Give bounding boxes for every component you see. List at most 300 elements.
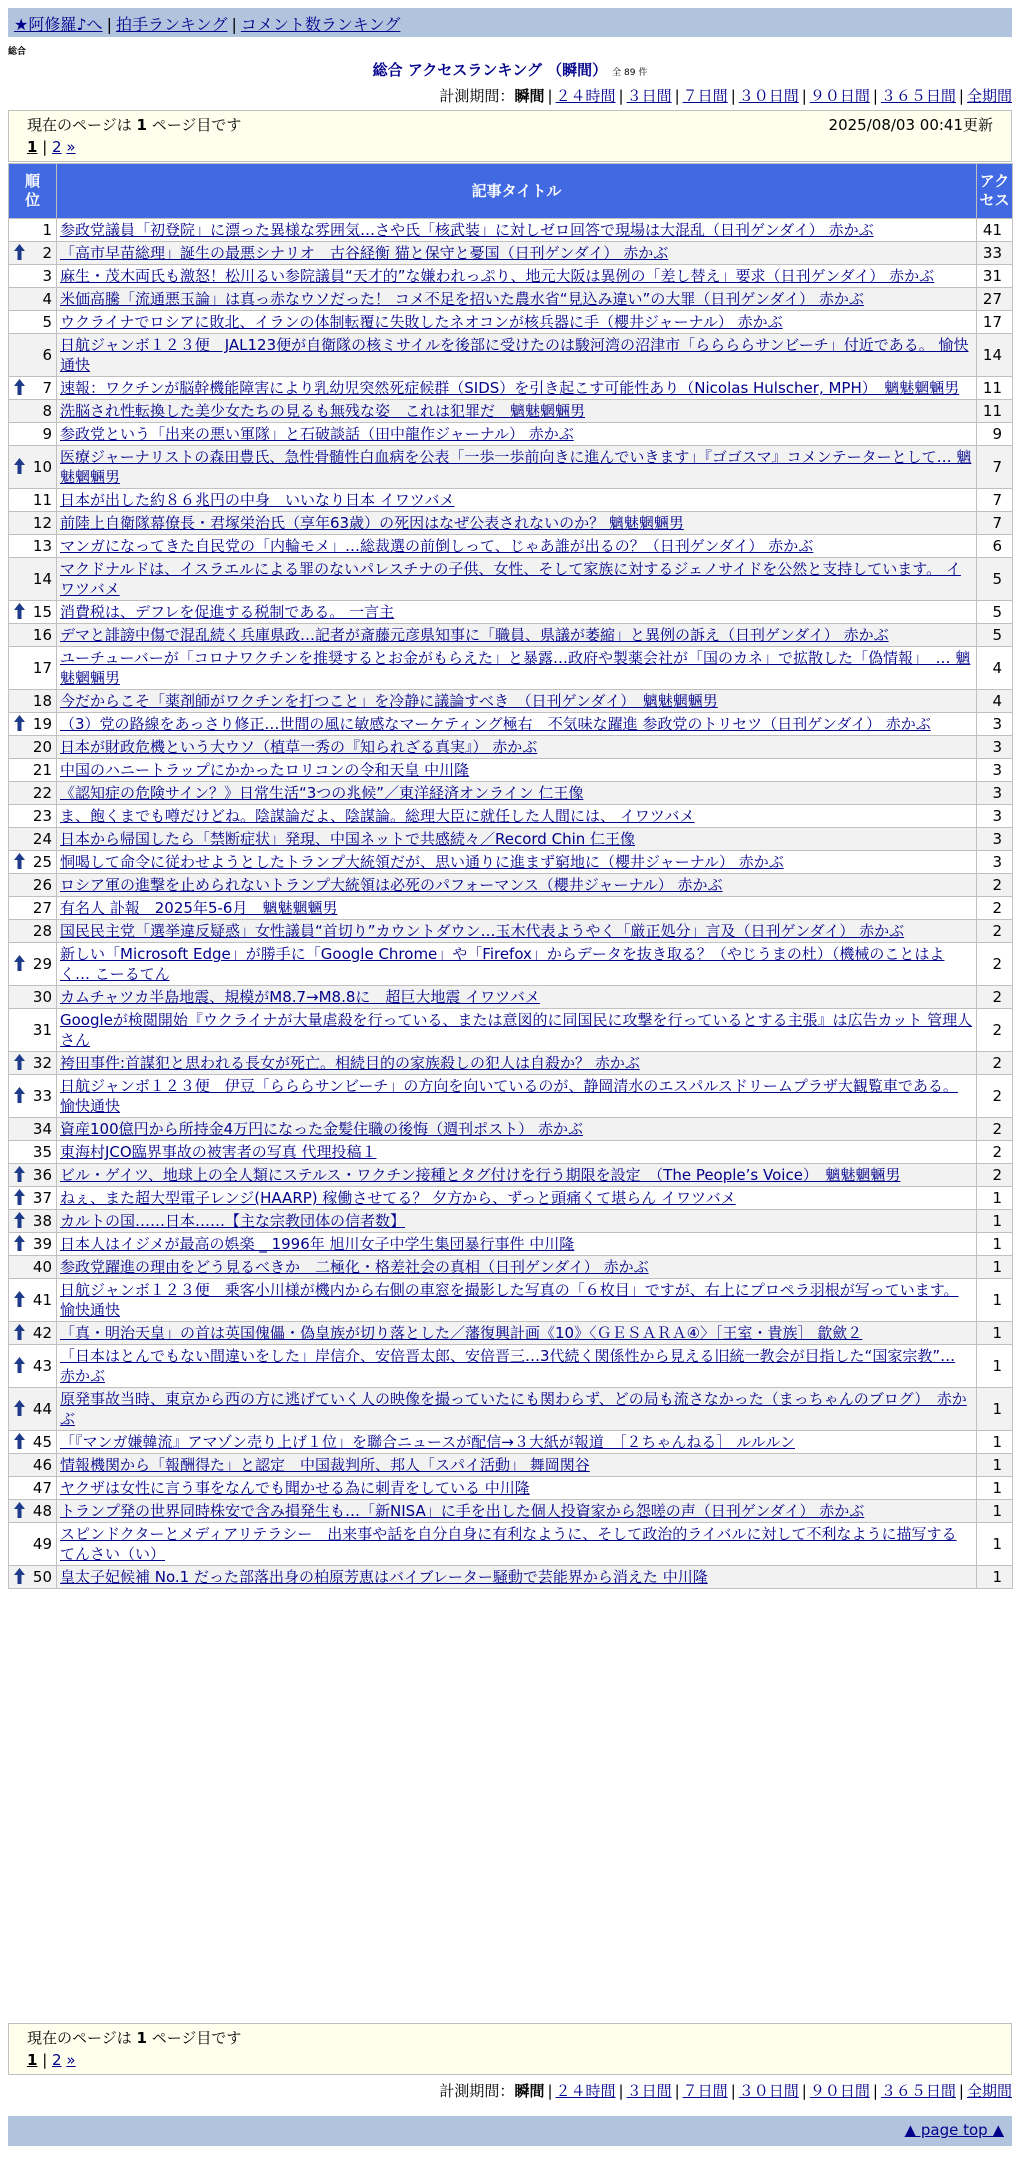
table-row xyxy=(9,1118,1013,1141)
rank-cell xyxy=(9,1210,57,1233)
bottom-period-link-0[interactable]: ２４時間 xyxy=(555,2082,616,2100)
access-count: 11 xyxy=(977,377,1013,400)
rank-number: 5 xyxy=(42,313,52,331)
period-separator: | xyxy=(674,87,680,105)
period-separator: | xyxy=(674,2082,680,2100)
period-separator: | xyxy=(872,87,878,105)
article-title-link[interactable]: 医療ジャーナリストの森田豊氏、急性骨髄性白血病を公表「一歩一歩前向きに進んでいきます」『ゴゴスマ』コメンテーターとして… 魑魅魍魎男 xyxy=(60,448,972,486)
access-count: 2 xyxy=(977,986,1013,1009)
table-row xyxy=(9,535,1013,558)
article-title-link[interactable]: 今だからこそ「薬剤師がワクチンを打つこと」を冷静に議論すべき （日刊ゲンダイ） 魑魅魍魎男 xyxy=(60,692,718,710)
table-row xyxy=(9,446,1013,489)
title-cell xyxy=(57,1523,977,1566)
top-period-link-1[interactable]: ３日間 xyxy=(626,87,672,105)
title-cell xyxy=(57,1322,977,1345)
rank-number: 29 xyxy=(32,955,52,973)
top-period-link-5[interactable]: ３６５日間 xyxy=(880,87,956,105)
table-row xyxy=(9,1256,1013,1279)
period-separator: | xyxy=(618,2082,624,2100)
rank-cell xyxy=(9,400,57,423)
table-row xyxy=(9,690,1013,713)
access-count: 1 xyxy=(977,1388,1013,1431)
article-title-link[interactable]: 資産100億円から所持金4万円になった金髪住職の後悔（週刊ポスト） 赤かぶ xyxy=(60,1120,583,1138)
article-title-link[interactable]: 洗脳され性転換した美少女たちの見るも無残な姿 これは犯罪だ 魑魅魍魎男 xyxy=(60,402,586,420)
table-row xyxy=(9,1477,1013,1500)
rank-cell xyxy=(9,377,57,400)
rank-number: 11 xyxy=(32,491,52,509)
title-cell xyxy=(57,311,977,334)
page-status-number: 1 xyxy=(136,2029,147,2047)
home-link[interactable]: ★阿修羅♪へ xyxy=(14,15,103,34)
table-row xyxy=(9,920,1013,943)
rank-cell xyxy=(9,489,57,512)
table-row xyxy=(9,400,1013,423)
access-count: 4 xyxy=(977,690,1013,713)
article-title-link[interactable]: 《認知症の危険サイン？》日常生活“3つの兆候”／東洋経済オンライン 仁王像 xyxy=(60,784,584,802)
rank-cell xyxy=(9,624,57,647)
bottom-period-link-5[interactable]: ３６５日間 xyxy=(880,2082,956,2100)
bottom-page-current: 1 xyxy=(27,2051,38,2069)
rank-number: 18 xyxy=(32,692,52,710)
rank-cell xyxy=(9,736,57,759)
rank-number: 4 xyxy=(42,290,52,308)
period-separator: | xyxy=(958,87,964,105)
rank-number: 20 xyxy=(32,738,52,756)
top-page-link-2[interactable]: 2 xyxy=(52,138,62,156)
rank-number: 50 xyxy=(32,1568,52,1586)
title-cell xyxy=(57,1052,977,1075)
rank-number: 49 xyxy=(32,1535,52,1553)
rank-cell xyxy=(9,1566,57,1589)
top-period-current: 瞬間 xyxy=(514,87,545,105)
ranking-title: 総合 アクセスランキング （瞬間） xyxy=(372,61,608,79)
rank-cell xyxy=(9,1345,57,1388)
article-title-link[interactable]: デマと誹謗中傷で混乱続く兵庫県政…記者が斎藤元彦県知事に「職員、県議が萎縮」と異例の訴え（日刊ゲンダイ） 赤かぶ xyxy=(60,626,889,644)
rank-number: 44 xyxy=(32,1400,52,1418)
count-column-header: アクセス xyxy=(977,164,1013,219)
article-title-link[interactable]: 袴田事件:首謀犯と思われる長女が死亡。相続目的の家族殺しの犯人は自殺か？ 赤かぶ xyxy=(60,1054,640,1072)
top-nav-bar xyxy=(8,8,1012,37)
rank-cell xyxy=(9,1009,57,1052)
top-period-link-0[interactable]: ２４時間 xyxy=(555,87,616,105)
rank-cell xyxy=(9,1141,57,1164)
article-title-link[interactable]: 日本人はイジメが最高の娯楽 _ 1996年 旭川女子中学生集団暴行事件 中川隆 xyxy=(60,1235,575,1253)
period-separator: | xyxy=(547,2082,553,2100)
bottom-period-link-3[interactable]: ３０日間 xyxy=(738,2082,799,2100)
rank-cell xyxy=(9,782,57,805)
period-separator: | xyxy=(872,2082,878,2100)
rank-cell xyxy=(9,219,57,242)
rank-number: 45 xyxy=(32,1433,52,1451)
rank-up-arrow-icon xyxy=(14,1212,25,1228)
access-count: 5 xyxy=(977,624,1013,647)
table-row xyxy=(9,624,1013,647)
rank-number: 22 xyxy=(32,784,52,802)
title-cell xyxy=(57,647,977,690)
title-cell xyxy=(57,759,977,782)
article-title-link[interactable]: 新しい「Microsoft Edge」が勝手に「Google Chrome」や「Firefox」からデータを抜き取る？（やじうまの杜）（機械のことはよく… こーるてん xyxy=(60,945,945,983)
rank-number: 6 xyxy=(42,346,52,364)
access-count: 7 xyxy=(977,446,1013,489)
table-row xyxy=(9,1164,1013,1187)
article-title-link[interactable]: ウクライナでロシアに敗北、イランの体制転覆に失敗したネオコンが核兵器に手（櫻井ジャーナル） 赤かぶ xyxy=(60,313,783,331)
title-cell xyxy=(57,1187,977,1210)
table-row xyxy=(9,828,1013,851)
total-count: 全 89 件 xyxy=(612,68,648,78)
rank-number: 41 xyxy=(32,1291,52,1309)
rank-number: 16 xyxy=(32,626,52,644)
access-count: 7 xyxy=(977,489,1013,512)
article-title-link[interactable]: 日航ジャンボ１２３便 JAL123便が自衛隊の核ミサイルを後部に受けたのは駿河湾の沼津市「ららららサンビーチ」付近である。 愉快通快 xyxy=(60,336,969,374)
article-title-link[interactable]: 恫喝して命令に従わせようとしたトランプ大統領だが、思い通りに進まず窮地に（櫻井ジャーナル） 赤かぶ xyxy=(60,853,784,871)
table-row xyxy=(9,943,1013,986)
table-row xyxy=(9,377,1013,400)
rank-number: 1 xyxy=(42,221,52,239)
table-row xyxy=(9,1454,1013,1477)
article-title-link[interactable]: 速報：ワクチンが脳幹機能障害により乳幼児突然死症候群（SIDS）を引き起こす可能性あり（Nicolas Hulscher, MPH） 魑魅魍魎男 xyxy=(60,379,960,397)
article-title-link[interactable]: 日本が財政危機という大ウソ（植草一秀の『知られざる真実』） 赤かぶ xyxy=(60,738,538,756)
period-separator: | xyxy=(618,87,624,105)
table-row xyxy=(9,242,1013,265)
title-cell xyxy=(57,1279,977,1322)
title-cell xyxy=(57,558,977,601)
article-title-link[interactable]: 米価高騰「流通悪玉論」は真っ赤なウソだった！ コメ不足を招いた農水省“見込み違い”の大罪（日刊ゲンダイ） 赤かぶ xyxy=(60,290,864,308)
title-cell xyxy=(57,986,977,1009)
access-count: 1 xyxy=(977,1322,1013,1345)
article-title-link[interactable]: ユーチューバーが「コロナワクチンを推奨するとお金がもらえた」と暴露…政府や製薬会社が「国のカネ」で拡散した「偽情報」 … 魑魅魍魎男 xyxy=(60,649,971,687)
title-cell xyxy=(57,400,977,423)
access-count: 1 xyxy=(977,1233,1013,1256)
access-count: 17 xyxy=(977,311,1013,334)
bottom-period-current: 瞬間 xyxy=(514,2082,545,2100)
top-page-status xyxy=(27,115,241,135)
rank-cell xyxy=(9,1322,57,1345)
pager-top xyxy=(8,110,1012,162)
article-title-link[interactable]: ビル・ゲイツ、地球上の全人類にステルス・ワクチン接種とタグ付けを行う期限を設定 （The People’s Voice） 魑魅魍魎男 xyxy=(60,1166,901,1184)
table-header-row xyxy=(9,164,1013,219)
article-title-link[interactable]: ヤクザは女性に言う事をなんでも聞かせる為に刺青をしている 中川隆 xyxy=(60,1479,530,1497)
rank-cell xyxy=(9,897,57,920)
rank-up-arrow-icon xyxy=(14,853,25,869)
page-top-link[interactable]: ▲ page top ▲ xyxy=(904,2121,1004,2139)
rank-up-arrow-icon xyxy=(14,379,25,395)
article-title-link[interactable]: マクドナルドは、イスラエルによる罪のないパレスチナの子供、女性、そして家族に対するジェノサイドを公然と支持しています。 イワツバメ xyxy=(60,560,961,598)
title-cell xyxy=(57,1141,977,1164)
footer-bar xyxy=(8,2116,1012,2146)
bottom-pager-status-row xyxy=(27,2028,993,2048)
period-separator: | xyxy=(730,2082,736,2100)
table-row xyxy=(9,1187,1013,1210)
access-count: 2 xyxy=(977,1052,1013,1075)
rank-cell xyxy=(9,1187,57,1210)
rank-number: 40 xyxy=(32,1258,52,1276)
article-title-link[interactable]: 麻生・茂木両氏も激怒！松川るい参院議員“天才的”な嫌われっぷり、地元大阪は異例の「差し替え」要求（日刊ゲンダイ） 赤かぶ xyxy=(60,267,935,285)
title-cell xyxy=(57,713,977,736)
page-status-number: 1 xyxy=(136,116,147,134)
rank-cell xyxy=(9,1523,57,1566)
article-title-link[interactable]: カムチャツカ半島地震、規模がM8.7→M8.8に 超巨大地震 イワツバメ xyxy=(60,988,540,1006)
updated-timestamp: 2025/08/03 00:41更新 xyxy=(828,116,993,134)
rank-number: 17 xyxy=(32,659,52,677)
table-row xyxy=(9,1523,1013,1566)
rank-number: 10 xyxy=(32,458,52,476)
access-count: 2 xyxy=(977,1164,1013,1187)
rank-cell xyxy=(9,265,57,288)
article-title-link[interactable]: 原発事故当時、東京から西の方に逃げていく人の映像を撮っていたにも関わらず、どの局も流さなかった（まっちゃんのブログ） 赤かぶ xyxy=(60,1390,967,1428)
article-title-link[interactable]: 日航ジャンボ１２３便 乗客小川様が機内から右側の車窓を撮影した写真の「６枚目」ですが、右上にプロペラ羽根が写っています。 愉快通快 xyxy=(60,1281,959,1319)
article-title-link[interactable]: 国民民主党「選挙違反疑惑」女性議員“首切り”カウントダウン…玉木代表ようやく「厳正処分」言及（日刊ゲンダイ） 赤かぶ xyxy=(60,922,905,940)
table-row xyxy=(9,1566,1013,1589)
rank-cell xyxy=(9,1118,57,1141)
category-label: 総合 xyxy=(8,47,27,57)
rank-cell xyxy=(9,851,57,874)
nav-separator: | xyxy=(231,15,237,34)
article-title-link[interactable]: 日航ジャンボ１２３便 伊豆「らららサンビーチ」の方向を向いているのが、静岡清水のエスパルスドリームプラザ大観覧車である。 愉快通快 xyxy=(60,1077,958,1115)
comment-ranking-link[interactable]: コメント数ランキング xyxy=(240,15,401,34)
table-row xyxy=(9,489,1013,512)
access-count: 11 xyxy=(977,400,1013,423)
rank-up-arrow-icon xyxy=(14,1087,25,1103)
page-separator: | xyxy=(37,2051,53,2069)
ranking-table xyxy=(8,163,1013,1589)
article-title-link[interactable]: スピンドクターとメディアリテラシー 出来事や話を自分自身に有利なように、そして政治的ライバルに対して不利なように描写する てんさい（い） xyxy=(60,1525,957,1563)
access-count: 2 xyxy=(977,1009,1013,1052)
article-title-link[interactable]: 「『マンガ嫌韓流』アマゾン売り上げ１位」を聯合ニュースが配信→３大紙が報道 ［２ちゃんねる］ ルルルン xyxy=(60,1433,796,1451)
article-title-link[interactable]: ま、飽くまでも噂だけどね。陰謀論だよ、陰謀論。総理大臣に就任した人間には、 イワツバメ xyxy=(60,807,695,825)
rank-cell xyxy=(9,805,57,828)
top-period-link-6[interactable]: 全期間 xyxy=(966,87,1012,105)
nav-separator: | xyxy=(106,15,112,34)
article-title-link[interactable]: 参政党という「出来の悪い軍隊」と石破談話（田中龍作ジャーナル） 赤かぶ xyxy=(60,425,574,443)
access-count: 2 xyxy=(977,920,1013,943)
rank-cell xyxy=(9,920,57,943)
rank-cell xyxy=(9,713,57,736)
bottom-period-link-1[interactable]: ３日間 xyxy=(626,2082,672,2100)
table-row xyxy=(9,1233,1013,1256)
table-row xyxy=(9,1322,1013,1345)
table-row xyxy=(9,1431,1013,1454)
period-separator: | xyxy=(801,87,807,105)
access-count: 1 xyxy=(977,1256,1013,1279)
period-separator: | xyxy=(730,87,736,105)
rank-number: 46 xyxy=(32,1456,52,1474)
title-cell xyxy=(57,601,977,624)
rank-number: 2 xyxy=(42,244,52,262)
rank-number: 13 xyxy=(32,537,52,555)
article-title-link[interactable]: ねぇ、また超大型電子レンジ(HAARP) 稼働させてる？ 夕方から、ずっと頭痛くて堪らん イワツバメ xyxy=(60,1189,736,1207)
table-row xyxy=(9,736,1013,759)
title-cell xyxy=(57,377,977,400)
rank-cell xyxy=(9,690,57,713)
title-column-header: 記事タイトル xyxy=(57,164,977,219)
title-cell xyxy=(57,897,977,920)
table-row xyxy=(9,986,1013,1009)
page-status-suffix: ページ目です xyxy=(151,116,242,134)
title-cell xyxy=(57,1009,977,1052)
rank-up-arrow-icon xyxy=(14,1433,25,1449)
clap-ranking-link[interactable]: 拍手ランキング xyxy=(115,15,228,34)
title-cell xyxy=(57,782,977,805)
title-cell xyxy=(57,265,977,288)
access-count: 1 xyxy=(977,1523,1013,1566)
access-count: 3 xyxy=(977,851,1013,874)
table-row xyxy=(9,1210,1013,1233)
rank-cell xyxy=(9,1164,57,1187)
bottom-period-link-6[interactable]: 全期間 xyxy=(966,2082,1012,2100)
rank-number: 9 xyxy=(42,425,52,443)
article-title-link[interactable]: 「真・明治天皇」の首は英国傀儡・偽皇族が切り落とした／藩復興計画《10》〈ＧＥＳＡＲＡ④〉［王室・貴族］ 歙歛２ xyxy=(60,1324,863,1342)
rank-number: 30 xyxy=(32,988,52,1006)
access-count: 41 xyxy=(977,219,1013,242)
article-title-link[interactable]: 参政党議員「初登院」に漂った異様な雰囲気…さや氏「核武装」に対しゼロ回答で現場は大混乱（日刊ゲンダイ） 赤かぶ xyxy=(60,221,874,239)
title-cell xyxy=(57,1118,977,1141)
rank-up-arrow-icon xyxy=(14,1054,25,1070)
rank-number: 39 xyxy=(32,1235,52,1253)
rank-number: 31 xyxy=(32,1021,52,1039)
rank-up-arrow-icon xyxy=(14,1357,25,1373)
access-count: 2 xyxy=(977,1075,1013,1118)
article-title-link[interactable]: 「日本はとんでもない間違いをした」岸信介、安倍晋太郎、安倍晋三…3代続く関係性から見える旧統一教会が目指した“国家宗教”… 赤かぶ xyxy=(60,1347,956,1385)
top-period-link-3[interactable]: ３０日間 xyxy=(738,87,799,105)
rank-up-arrow-icon xyxy=(14,1400,25,1416)
table-row xyxy=(9,851,1013,874)
table-row xyxy=(9,897,1013,920)
rank-up-arrow-icon xyxy=(14,1568,25,1584)
table-row xyxy=(9,1500,1013,1523)
title-cell xyxy=(57,1454,977,1477)
article-title-link[interactable]: 有名人 訃報 2025年5-6月 魑魅魍魎男 xyxy=(60,899,338,917)
table-row xyxy=(9,782,1013,805)
access-count: 3 xyxy=(977,759,1013,782)
access-count: 3 xyxy=(977,828,1013,851)
rank-number: 42 xyxy=(32,1324,52,1342)
rank-number: 47 xyxy=(32,1479,52,1497)
rank-cell xyxy=(9,1052,57,1075)
rank-number: 12 xyxy=(32,514,52,532)
top-period-label: 計測期間： xyxy=(439,87,515,105)
table-row xyxy=(9,423,1013,446)
access-count: 33 xyxy=(977,242,1013,265)
rank-cell xyxy=(9,874,57,897)
bottom-page-next[interactable]: » xyxy=(66,2051,76,2069)
table-row xyxy=(9,1141,1013,1164)
title-cell xyxy=(57,920,977,943)
table-row xyxy=(9,1345,1013,1388)
title-cell xyxy=(57,1256,977,1279)
rank-column-header: 順位 xyxy=(9,164,57,219)
article-title-link[interactable]: トランプ発の世界同時株安で含み損発生も…「新NISA」に手を出した個人投資家から怨嗟の声（日刊ゲンダイ） 赤かぶ xyxy=(60,1502,865,1520)
rank-cell xyxy=(9,535,57,558)
article-title-link[interactable]: ロシア軍の進撃を止められないトランプ大統領は必死のパフォーマンス（櫻井ジャーナル） 赤かぶ xyxy=(60,876,723,894)
rank-cell xyxy=(9,1233,57,1256)
access-count: 2 xyxy=(977,874,1013,897)
article-title-link[interactable]: 参政党躍進の理由をどう見るべきか 二極化・格差社会の真相（日刊ゲンダイ） 赤かぶ xyxy=(60,1258,649,1276)
top-period-link-2[interactable]: ７日間 xyxy=(682,87,728,105)
article-title-link[interactable]: 皇太子妃候補 No.1 だった部落出身の柏原芳恵はバイブレーター騒動で芸能界から消えた 中川隆 xyxy=(60,1568,708,1586)
title-cell xyxy=(57,1075,977,1118)
rank-number: 38 xyxy=(32,1212,52,1230)
title-cell xyxy=(57,736,977,759)
table-row xyxy=(9,1279,1013,1322)
table-row xyxy=(9,311,1013,334)
article-title-link[interactable]: 中国のハニートラップにかかったロリコンの令和天皇 中川隆 xyxy=(60,761,470,779)
rank-cell xyxy=(9,512,57,535)
page-status-prefix: 現在のページは xyxy=(27,2029,132,2047)
access-count: 2 xyxy=(977,943,1013,986)
article-title-link[interactable]: 消費税は、デフレを促進する税制である。 一言主 xyxy=(60,603,395,621)
rank-number: 48 xyxy=(32,1502,52,1520)
rank-cell xyxy=(9,1477,57,1500)
rank-cell xyxy=(9,986,57,1009)
article-title-link[interactable]: 日本が出した約８６兆円の中身 いいなり日本 イワツバメ xyxy=(60,491,455,509)
rank-number: 27 xyxy=(32,899,52,917)
article-title-link[interactable]: 日本から帰国したら「禁断症状」発現、中国ネットで共感続々／Record Chin 仁王像 xyxy=(60,830,636,848)
table-row xyxy=(9,759,1013,782)
rank-number: 15 xyxy=(32,603,52,621)
rank-cell xyxy=(9,1500,57,1523)
top-period-link-4[interactable]: ９０日間 xyxy=(809,87,870,105)
bottom-page-link-2[interactable]: 2 xyxy=(52,2051,62,2069)
article-title-link[interactable]: 情報機関から「報酬得た」と認定 中国裁判所、邦人「スパイ活動」 舞岡関谷 xyxy=(60,1456,590,1474)
table-row xyxy=(9,713,1013,736)
access-count: 2 xyxy=(977,897,1013,920)
table-row xyxy=(9,334,1013,377)
title-cell xyxy=(57,1431,977,1454)
article-title-link[interactable]: （3）党の路線をあっさり修正…世間の風に敏感なマーケティング極右 不気味な躍進 参政党のトリセツ（日刊ゲンダイ） 赤かぶ xyxy=(60,715,931,733)
access-count: 5 xyxy=(977,558,1013,601)
page-status-prefix: 現在のページは xyxy=(27,116,132,134)
article-title-link[interactable]: Googleが検閲開始『ウクライナが大量虐殺を行っている、または意図的に同国民に攻撃を行っているとする主張』は広告カット 管理人さん xyxy=(60,1011,973,1049)
access-count: 1 xyxy=(977,1477,1013,1500)
rank-number: 25 xyxy=(32,853,52,871)
period-selector-bottom xyxy=(439,2080,1012,2101)
rank-cell xyxy=(9,558,57,601)
article-title-link[interactable]: マンガになってきた自民党の「内輪モメ」…総裁選の前倒しって、じゃあ誰が出るの？（日刊ゲンダイ） 赤かぶ xyxy=(60,537,814,555)
article-title-link[interactable]: カルトの国……日本……【主な宗教団体の信者数】 xyxy=(60,1212,406,1230)
title-cell xyxy=(57,943,977,986)
title-cell xyxy=(57,242,977,265)
title-cell xyxy=(57,851,977,874)
period-selector-top xyxy=(439,85,1012,106)
bottom-period-link-4[interactable]: ９０日間 xyxy=(809,2082,870,2100)
article-title-link[interactable]: 前陸上自衛隊幕僚長・君塚栄治氏（享年63歳）の死因はなぜ公表されないのか？ 魑魅魍魎男 xyxy=(60,514,684,532)
rank-cell xyxy=(9,647,57,690)
table-row xyxy=(9,512,1013,535)
rank-number: 21 xyxy=(32,761,52,779)
top-page-next[interactable]: » xyxy=(66,138,76,156)
access-count: 1 xyxy=(977,1279,1013,1322)
rank-cell xyxy=(9,311,57,334)
article-title-link[interactable]: 東海村JCO臨界事故の被害者の写真 代理投稿１ xyxy=(60,1143,377,1161)
access-count: 3 xyxy=(977,713,1013,736)
access-count: 1 xyxy=(977,1566,1013,1589)
rank-cell xyxy=(9,334,57,377)
rank-number: 35 xyxy=(32,1143,52,1161)
rank-number: 23 xyxy=(32,807,52,825)
bottom-period-link-2[interactable]: ７日間 xyxy=(682,2082,728,2100)
rank-cell xyxy=(9,288,57,311)
access-count: 14 xyxy=(977,334,1013,377)
title-cell xyxy=(57,1210,977,1233)
access-count: 3 xyxy=(977,805,1013,828)
article-title-link[interactable]: 「高市早苗総理」誕生の最悪シナリオ 古谷経衡 猫と保守と憂国（日刊ゲンダイ） 赤かぶ xyxy=(60,244,669,262)
table-row xyxy=(9,805,1013,828)
rank-cell xyxy=(9,601,57,624)
period-separator: | xyxy=(958,2082,964,2100)
bottom-page-status xyxy=(27,2028,241,2048)
title-cell xyxy=(57,1164,977,1187)
rank-number: 34 xyxy=(32,1120,52,1138)
